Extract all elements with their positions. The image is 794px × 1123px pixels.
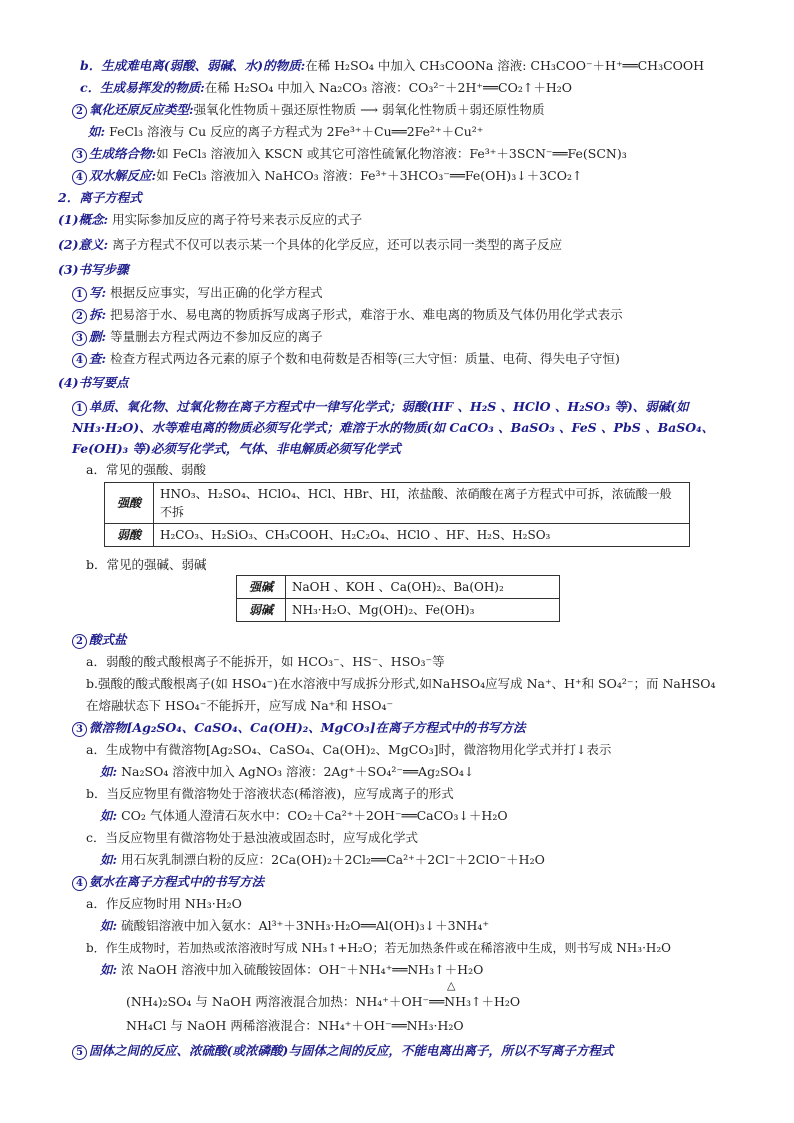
item-b-body: 在稀 H₂SO₄ 中加入 CH₃COONa 溶液: CH₃COO⁻＋H⁺══CH₃COOH bbox=[305, 58, 705, 73]
example-text: 浓 NaOH 溶液中加入硫酸铵固体：OH⁻＋NH₄⁺══NH₃↑＋H₂O bbox=[121, 962, 484, 977]
key-point-4 bbox=[72, 873, 264, 891]
ammonia-b-example bbox=[100, 961, 483, 979]
ammonia-a-example bbox=[100, 917, 489, 935]
ammonia-a: a．作反应物时用 NH₃·H₂O bbox=[86, 896, 242, 911]
step-write-body: 根据反应事实，写出正确的化学方程式 bbox=[110, 285, 323, 300]
complex-body: 如 FeCl₃ 溶液加入 KSCN 或其它可溶性硫氰化物溶液：Fe³⁺＋3SCN⁻══Fe(SCN)₃ bbox=[156, 146, 627, 161]
ammonia-b: b．作生成物时，若加热或浓溶液时写成 NH₃↑+H₂O；若无加热条件或在稀溶液中生成，则书写成 NH₃·H₂O bbox=[86, 941, 672, 955]
circled-number-4: 4 bbox=[72, 170, 87, 185]
circled-number-1: 1 bbox=[72, 401, 87, 416]
ammonia-b-example-3: NH₄Cl 与 NaOH 两稀溶液混合：NH₄⁺＋OH⁻══NH₃·H₂O bbox=[126, 1018, 464, 1033]
key-point-4-heading: 氨水在离子方程式中的书写方法 bbox=[89, 874, 265, 889]
slightly-soluble-b-example bbox=[100, 807, 508, 825]
circled-number-4: 4 bbox=[72, 876, 87, 891]
ammonia-b-example-2: (NH₄)₂SO₄ 与 NaOH 两溶液混合加热：NH₄⁺＋OH⁻══NH₃↑＋H₂O bbox=[126, 994, 521, 1009]
base-weak-value: NH₃·H₂O、Mg(OH)₂、Fe(OH)₃ bbox=[286, 599, 560, 622]
step-split-body: 把易溶于水、易电离的物质拆写成离子形式，难溶于水、难电离的物质及气体仍用化学式表示 bbox=[110, 307, 623, 322]
base-table-caption: b．常见的强碱、弱碱 bbox=[86, 557, 207, 572]
item-b-heading: b．生成难电离(弱酸、弱碱、水)的物质: bbox=[80, 58, 306, 73]
slightly-soluble-c-example bbox=[100, 851, 545, 869]
step-delete-body: 等量删去方程式两边不参加反应的离子 bbox=[110, 329, 323, 344]
circled-number-3: 3 bbox=[72, 331, 87, 346]
circled-number-2: 2 bbox=[72, 634, 87, 649]
acid-weak-value: H₂CO₃、H₂SiO₃、CH₃COOH、H₂C₂O₄、HClO 、HF、H₂S、H₂SO₃ bbox=[154, 524, 690, 547]
step-check-body: 检查方程式两边各元素的原子个数和电荷数是否相等(三大守恒：质量、电荷、得失电子守恒) bbox=[110, 351, 620, 366]
example-label: 如: bbox=[100, 918, 118, 933]
key-point-5 bbox=[72, 1042, 613, 1060]
slightly-soluble-a: a．生成物中有微溶物[Ag₂SO₄、CaSO₄、Ca(OH)₂、MgCO₃]时，微溶物用化学式并打↓表示 bbox=[86, 742, 612, 757]
concept-line bbox=[58, 211, 362, 229]
circled-number-3: 3 bbox=[72, 722, 87, 737]
table-row bbox=[105, 483, 690, 524]
circled-number-2: 2 bbox=[72, 309, 87, 324]
step-write bbox=[72, 284, 323, 302]
table-row bbox=[237, 599, 560, 622]
key-point-3-heading: 微溶物[Ag₂SO₄、CaSO₄、Ca(OH)₂、MgCO₃]在离子方程式中的书写方法 bbox=[89, 720, 526, 735]
acid-table bbox=[104, 482, 690, 547]
step-check bbox=[72, 350, 620, 368]
slightly-soluble-b: b．当反应物里有微溶物处于溶液状态(稀溶液)，应写成离子的形式 bbox=[86, 786, 454, 801]
acid-weak-key: 弱酸 bbox=[105, 524, 154, 547]
acid-table-caption: a．常见的强酸、弱酸 bbox=[86, 462, 206, 477]
example-label: 如: bbox=[88, 124, 106, 139]
item-c-body: 在稀 H₂SO₄ 中加入 Na₂CO₃ 溶液：CO₃²⁻＋2H⁺══CO₂↑＋H₂O bbox=[204, 80, 572, 95]
acid-salt-b-line2: 在熔融状态下 HSO₄⁻不能拆开，应写成 Na⁺和 HSO₄⁻ bbox=[86, 698, 394, 713]
slightly-soluble-c: c．当反应物里有微溶物处于悬浊液或固态时，应写成化学式 bbox=[86, 830, 419, 845]
example-label: 如: bbox=[100, 962, 118, 977]
meaning-heading: (2)意义: bbox=[58, 237, 109, 252]
step-delete bbox=[72, 328, 323, 346]
item-b-weak-electrolyte bbox=[80, 57, 704, 75]
step-write-heading: 写: bbox=[89, 285, 107, 300]
circled-number-4: 4 bbox=[72, 353, 87, 368]
circled-number-3: 3 bbox=[72, 148, 87, 163]
item-double-hydrolysis bbox=[72, 167, 582, 185]
acid-strong-key: 强酸 bbox=[105, 483, 154, 524]
step-delete-heading: 删: bbox=[89, 329, 107, 344]
complex-heading: 生成络合物: bbox=[89, 146, 157, 161]
circled-number-2: 2 bbox=[72, 104, 87, 119]
redox-example bbox=[88, 123, 483, 141]
circled-number-5: 5 bbox=[72, 1045, 87, 1060]
key-point-3 bbox=[72, 719, 526, 737]
concept-heading: (1)概念: bbox=[58, 212, 109, 227]
acid-salt-a: a．弱酸的酸式酸根离子不能拆开，如 HCO₃⁻、HS⁻、HSO₃⁻等 bbox=[86, 654, 445, 669]
example-label: 如: bbox=[100, 852, 118, 867]
circled-number-1: 1 bbox=[72, 287, 87, 302]
slightly-soluble-a-example bbox=[100, 763, 474, 781]
heating-triangle-icon: △ bbox=[447, 979, 456, 992]
acid-salt-b-line1: b.强酸的酸式酸根离子(如 HSO₄⁻)在水溶液中写成拆分形式,如NaHSO₄应写成 Na⁺、H⁺和 SO₄²⁻；而 NaHSO₄ bbox=[86, 676, 716, 691]
key-point-2-heading: 酸式盐 bbox=[89, 632, 127, 647]
acid-strong-value: HNO₃、H₂SO₄、HClO₄、HCl、HBr、HI，浓盐酸、浓硝酸在离子方程式中可拆，浓硫酸一般不拆 bbox=[154, 483, 690, 524]
table-row bbox=[105, 524, 690, 547]
example-text: CO₂ 气体通人澄清石灰水中：CO₂＋Ca²⁺＋2OH⁻══CaCO₃↓＋H₂O bbox=[121, 808, 508, 823]
example-label: 如: bbox=[100, 808, 118, 823]
item-complex bbox=[72, 145, 627, 163]
hydrolysis-body: 如 FeCl₃ 溶液加入 NaHCO₃ 溶液：Fe³⁺＋3HCO₃⁻══Fe(OH)₃↓＋3CO₂↑ bbox=[156, 168, 583, 183]
item-redox bbox=[72, 101, 545, 119]
example-text: Na₂SO₄ 溶液中加入 AgNO₃ 溶液：2Ag⁺＋SO₄²⁻══Ag₂SO₄↓ bbox=[121, 764, 475, 779]
redox-body: 强氧化性物质＋强还原性物质 ⟶ 弱氧化性物质＋弱还原性物质 bbox=[193, 102, 545, 117]
key-point-2 bbox=[72, 631, 127, 649]
example-text: 用石灰乳制漂白粉的反应：2Ca(OH)₂＋2Cl₂══Ca²⁺＋2Cl⁻＋2ClO⁻＋H₂O bbox=[121, 852, 545, 867]
key-point-1 bbox=[72, 396, 736, 459]
step-split bbox=[72, 306, 623, 324]
item-c-volatile bbox=[80, 79, 572, 97]
meaning-body: 离子方程式不仅可以表示某一个具体的化学反应，还可以表示同一类型的离子反应 bbox=[112, 237, 563, 252]
item-c-heading: c．生成易挥发的物质: bbox=[80, 80, 205, 95]
key-points-heading: (4)书写要点 bbox=[58, 375, 129, 390]
step-check-heading: 查: bbox=[89, 351, 107, 366]
hydrolysis-heading: 双水解反应: bbox=[89, 168, 157, 183]
section-2-heading: 2．离子方程式 bbox=[58, 190, 142, 205]
example-label: 如: bbox=[100, 764, 118, 779]
redox-example-text: FeCl₃ 溶液与 Cu 反应的离子方程式为 2Fe³⁺＋Cu══2Fe²⁺＋Cu²⁺ bbox=[109, 124, 484, 139]
step-split-heading: 拆: bbox=[89, 307, 107, 322]
key-point-1-text: 单质、氧化物、过氧化物在离子方程式中一律写化学式；弱酸(HF 、H₂S 、HClO 、H₂SO₃ 等)、弱碱(如 NH₃·H₂O)、水等难电离的物质必须写化学式；难溶于水的物质(如 CaCO₃ 、BaSO₃ 、FeS 、PbS 、BaSO₄、Fe(OH)₃ 等)必须写化学式，气体、非电解质必须写化学式 bbox=[72, 399, 715, 456]
key-point-5-heading: 固体之间的反应、浓硫酸(或浓磷酸)与固体之间的反应，不能电离出离子，所以不写离子方程式 bbox=[89, 1043, 614, 1058]
base-strong-value: NaOH 、KOH 、Ca(OH)₂、Ba(OH)₂ bbox=[286, 576, 560, 599]
base-table bbox=[236, 575, 560, 622]
base-weak-key: 弱碱 bbox=[237, 599, 286, 622]
concept-body: 用实际参加反应的离子符号来表示反应的式子 bbox=[112, 212, 363, 227]
example-text: 硫酸铝溶液中加入氨水：Al³⁺＋3NH₃·H₂O══Al(OH)₃↓＋3NH₄⁺ bbox=[121, 918, 490, 933]
redox-heading: 氧化还原反应类型: bbox=[89, 102, 194, 117]
table-row bbox=[237, 576, 560, 599]
meaning-line bbox=[58, 236, 562, 254]
steps-heading: (3)书写步骤 bbox=[58, 262, 129, 277]
base-strong-key: 强碱 bbox=[237, 576, 286, 599]
